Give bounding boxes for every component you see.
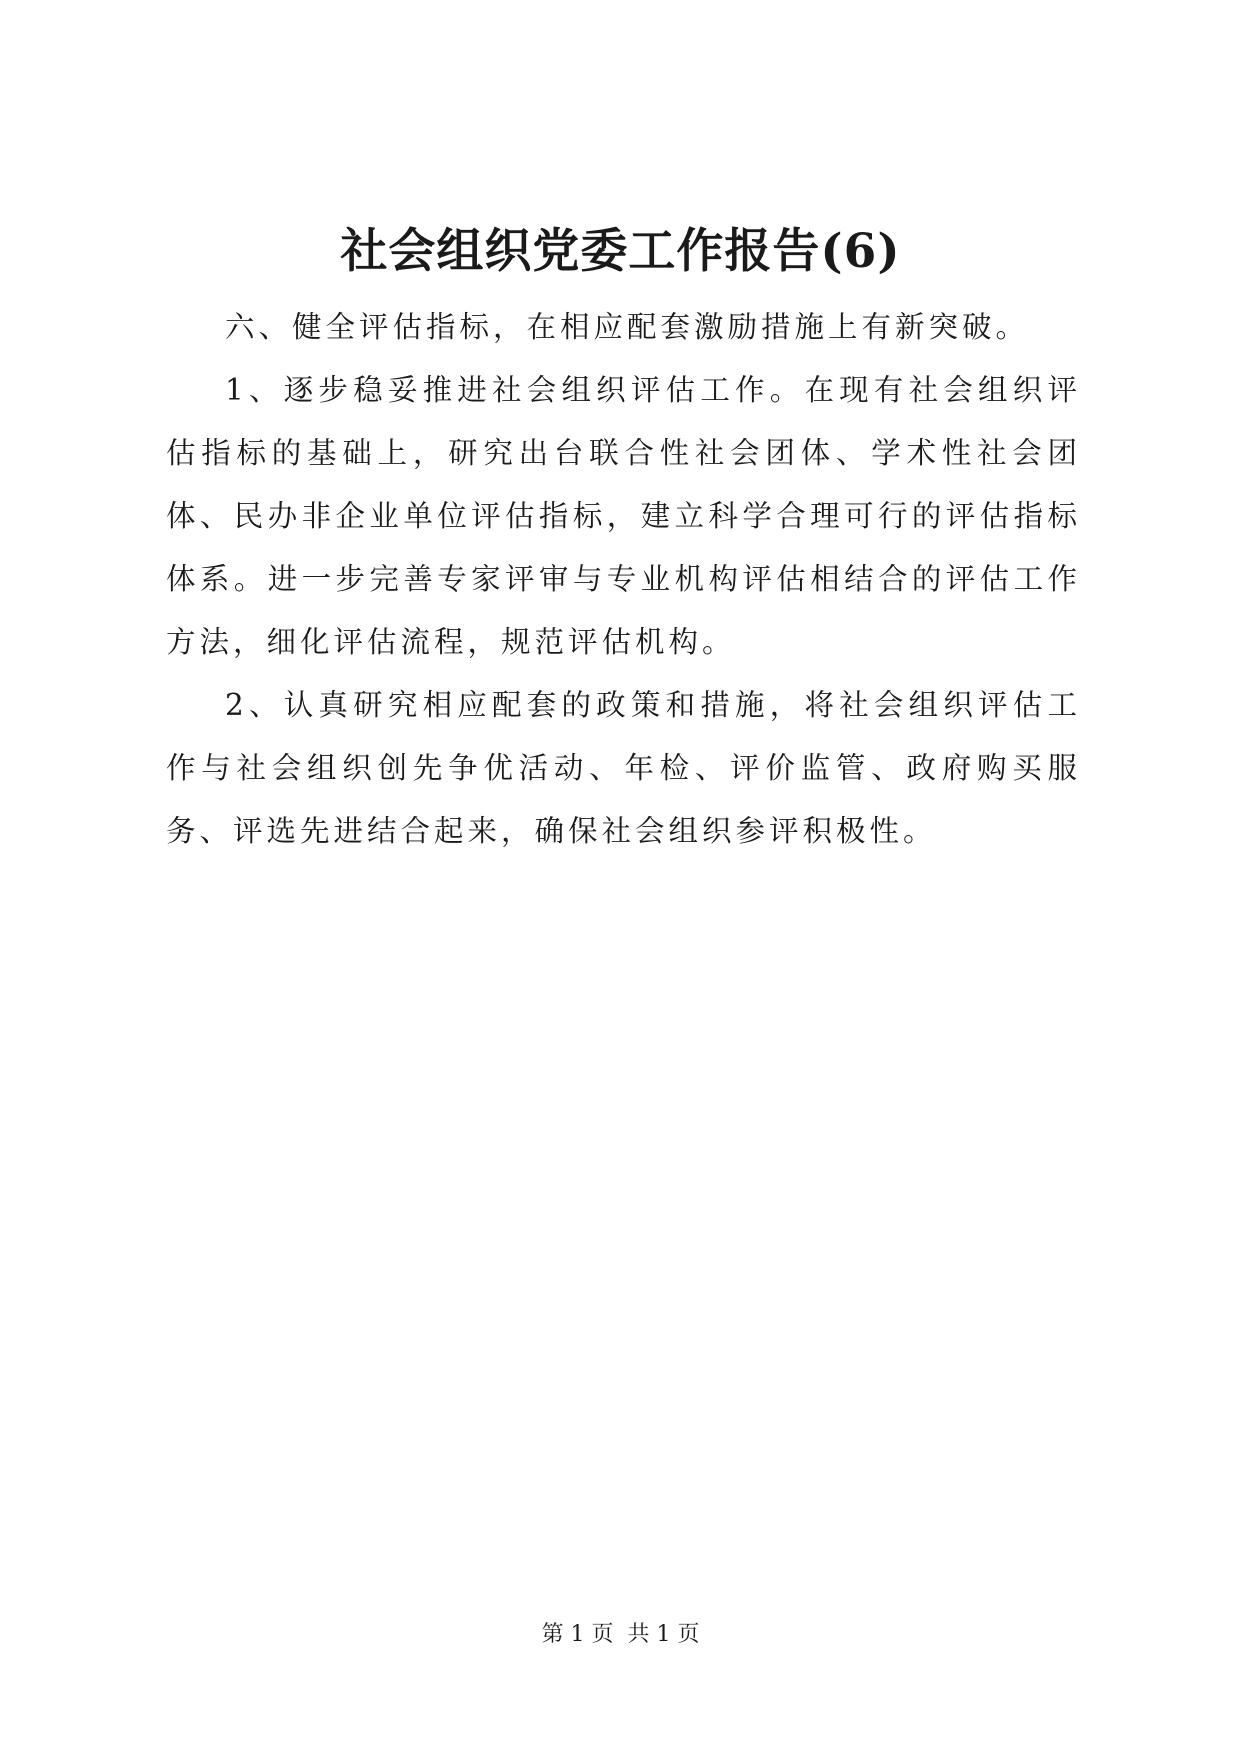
page-number: 第 1 页 共 1 页: [541, 1622, 700, 1647]
document-body: [166, 296, 1081, 863]
paragraph-item-two: 2、认真研究相应配套的政策和措施，将社会组织评估工作与社会组织创先争优活动、年检、评价监管、政府购买服务、评选先进结合起来，确保社会组织参评积极性。: [166, 688, 1081, 848]
page-footer: [0, 1620, 1241, 1650]
document-title: 社会组织党委工作报告(6): [340, 224, 901, 279]
paragraph-heading-six: 六、健全评估指标，在相应配套激励措施上有新突破。: [225, 310, 1030, 344]
paragraph-item-one: 1、逐步稳妥推进社会组织评估工作。在现有社会组织评估指标的基础上，研究出台联合性社会团体、学术性社会团体、民办非企业单位评估指标，建立科学合理可行的评估指标体系。进一步完善专家评审与专业机构评估相结合的评估工作方法，细化评估流程，规范评估机构。: [166, 373, 1081, 659]
